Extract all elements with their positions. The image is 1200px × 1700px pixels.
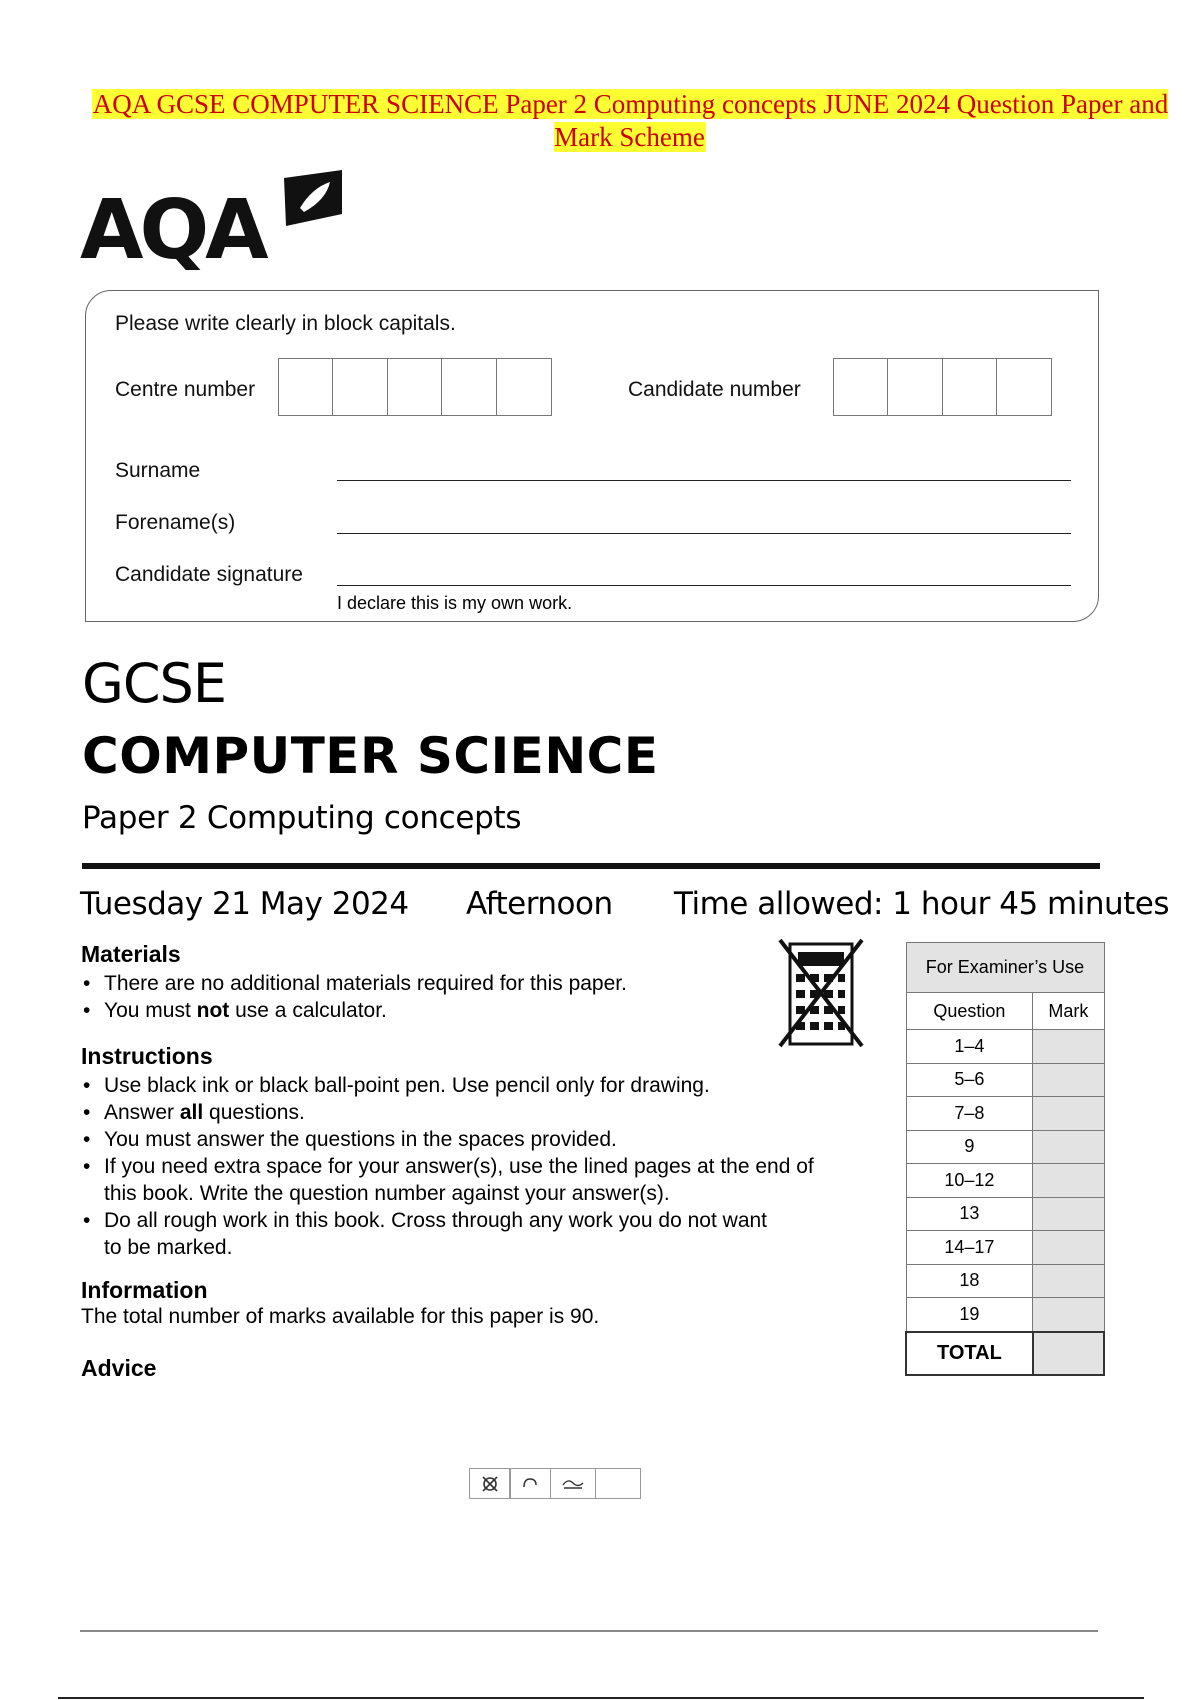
symbol-boxes bbox=[470, 1468, 641, 1499]
materials-list bbox=[81, 970, 781, 1024]
materials-heading: Materials bbox=[81, 941, 181, 967]
question-column-header: Question bbox=[906, 993, 1033, 1030]
centre-number-cell[interactable] bbox=[496, 358, 552, 416]
signature-label: Candidate signature bbox=[115, 563, 303, 586]
question-range: 7–8 bbox=[906, 1097, 1033, 1131]
page-bottom-rule bbox=[58, 1697, 1144, 1699]
total-mark-cell[interactable] bbox=[1033, 1332, 1104, 1375]
empty-symbol-box bbox=[595, 1468, 641, 1499]
examiner-table-title: For Examiner’s Use bbox=[906, 943, 1104, 993]
advice-heading: Advice bbox=[81, 1355, 157, 1381]
no-calculator-icon bbox=[778, 938, 864, 1050]
candidate-number-cell[interactable] bbox=[942, 358, 998, 416]
candidate-number-field[interactable] bbox=[834, 358, 1052, 416]
list-item: • There are no additional materials required for this paper. bbox=[81, 970, 781, 997]
candidate-number-label: Candidate number bbox=[628, 378, 801, 401]
loop-symbol-icon bbox=[509, 1468, 551, 1499]
centre-number-cell[interactable] bbox=[332, 358, 388, 416]
question-range: 13 bbox=[906, 1197, 1033, 1231]
list-item: • Use black ink or black ball-point pen. Use pencil only for drawing. bbox=[81, 1072, 861, 1099]
surname-field[interactable] bbox=[337, 480, 1071, 481]
banner-title: AQA GCSE COMPUTER SCIENCE Paper 2 Computing concepts JUNE 2024 Question Paper and Mark Scheme bbox=[92, 89, 1169, 152]
subject-title: COMPUTER SCIENCE bbox=[82, 727, 659, 785]
surname-label: Surname bbox=[115, 459, 201, 482]
time-allowed: Time allowed: 1 hour 45 minutes bbox=[674, 886, 1170, 922]
crossed-symbol-icon bbox=[469, 1468, 511, 1499]
exam-date: Tuesday 21 May 2024 bbox=[80, 886, 409, 922]
question-range: 9 bbox=[906, 1130, 1033, 1164]
list-item: • You must not use a calculator. bbox=[81, 997, 781, 1024]
mark-cell[interactable] bbox=[1033, 1097, 1104, 1131]
mark-cell[interactable] bbox=[1033, 1298, 1104, 1332]
question-range: 19 bbox=[906, 1298, 1033, 1332]
mark-cell[interactable] bbox=[1033, 1164, 1104, 1198]
title-divider bbox=[82, 863, 1100, 869]
signature-field[interactable] bbox=[337, 585, 1071, 586]
exam-session: Afternoon bbox=[466, 886, 613, 922]
list-item: • If you need extra space for your answer(s), use the lined pages at the end of this book. Write the question number against your answer(s). bbox=[81, 1153, 861, 1207]
mark-column-header: Mark bbox=[1033, 993, 1104, 1030]
instructions-list bbox=[81, 1072, 861, 1261]
aqa-logo bbox=[80, 170, 350, 270]
examiner-use-table bbox=[905, 942, 1105, 1376]
centre-number-cell[interactable] bbox=[441, 358, 497, 416]
centre-number-cell[interactable] bbox=[278, 358, 334, 416]
logo-text: AQA bbox=[80, 183, 265, 270]
question-range: 10–12 bbox=[906, 1164, 1033, 1198]
mark-cell[interactable] bbox=[1033, 1063, 1104, 1097]
qualification-level: GCSE bbox=[82, 652, 226, 715]
page-banner bbox=[60, 88, 1200, 154]
mark-cell[interactable] bbox=[1033, 1130, 1104, 1164]
question-range: 14–17 bbox=[906, 1231, 1033, 1265]
declaration-text: I declare this is my own work. bbox=[337, 593, 573, 613]
footer-divider bbox=[80, 1630, 1098, 1632]
instructions-heading: Instructions bbox=[81, 1043, 213, 1069]
information-heading: Information bbox=[81, 1277, 208, 1303]
candidate-number-cell[interactable] bbox=[833, 358, 889, 416]
mark-cell[interactable] bbox=[1033, 1264, 1104, 1298]
mark-cell[interactable] bbox=[1033, 1197, 1104, 1231]
candidate-number-cell[interactable] bbox=[887, 358, 943, 416]
candidate-number-cell[interactable] bbox=[996, 358, 1052, 416]
list-item: • You must answer the questions in the spaces provided. bbox=[81, 1126, 861, 1153]
forenames-field[interactable] bbox=[337, 533, 1071, 534]
mark-cell[interactable] bbox=[1033, 1231, 1104, 1265]
scribble-symbol-icon bbox=[550, 1468, 596, 1499]
list-item: • Do all rough work in this book. Cross through any work you do not want to be marked. bbox=[81, 1207, 861, 1261]
total-label: TOTAL bbox=[906, 1332, 1033, 1375]
mark-cell[interactable] bbox=[1033, 1030, 1104, 1064]
centre-number-label: Centre number bbox=[115, 378, 256, 401]
block-capitals-instruction: Please write clearly in block capitals. bbox=[115, 312, 456, 335]
question-range: 5–6 bbox=[906, 1063, 1033, 1097]
information-text: The total number of marks available for this paper is 90. bbox=[81, 1305, 600, 1328]
centre-number-cell[interactable] bbox=[387, 358, 443, 416]
paper-title: Paper 2 Computing concepts bbox=[82, 800, 522, 836]
list-item: • Answer all questions. bbox=[81, 1099, 861, 1126]
question-range: 18 bbox=[906, 1264, 1033, 1298]
forenames-label: Forename(s) bbox=[115, 511, 236, 534]
centre-number-field[interactable] bbox=[279, 358, 552, 416]
question-range: 1–4 bbox=[906, 1030, 1033, 1064]
